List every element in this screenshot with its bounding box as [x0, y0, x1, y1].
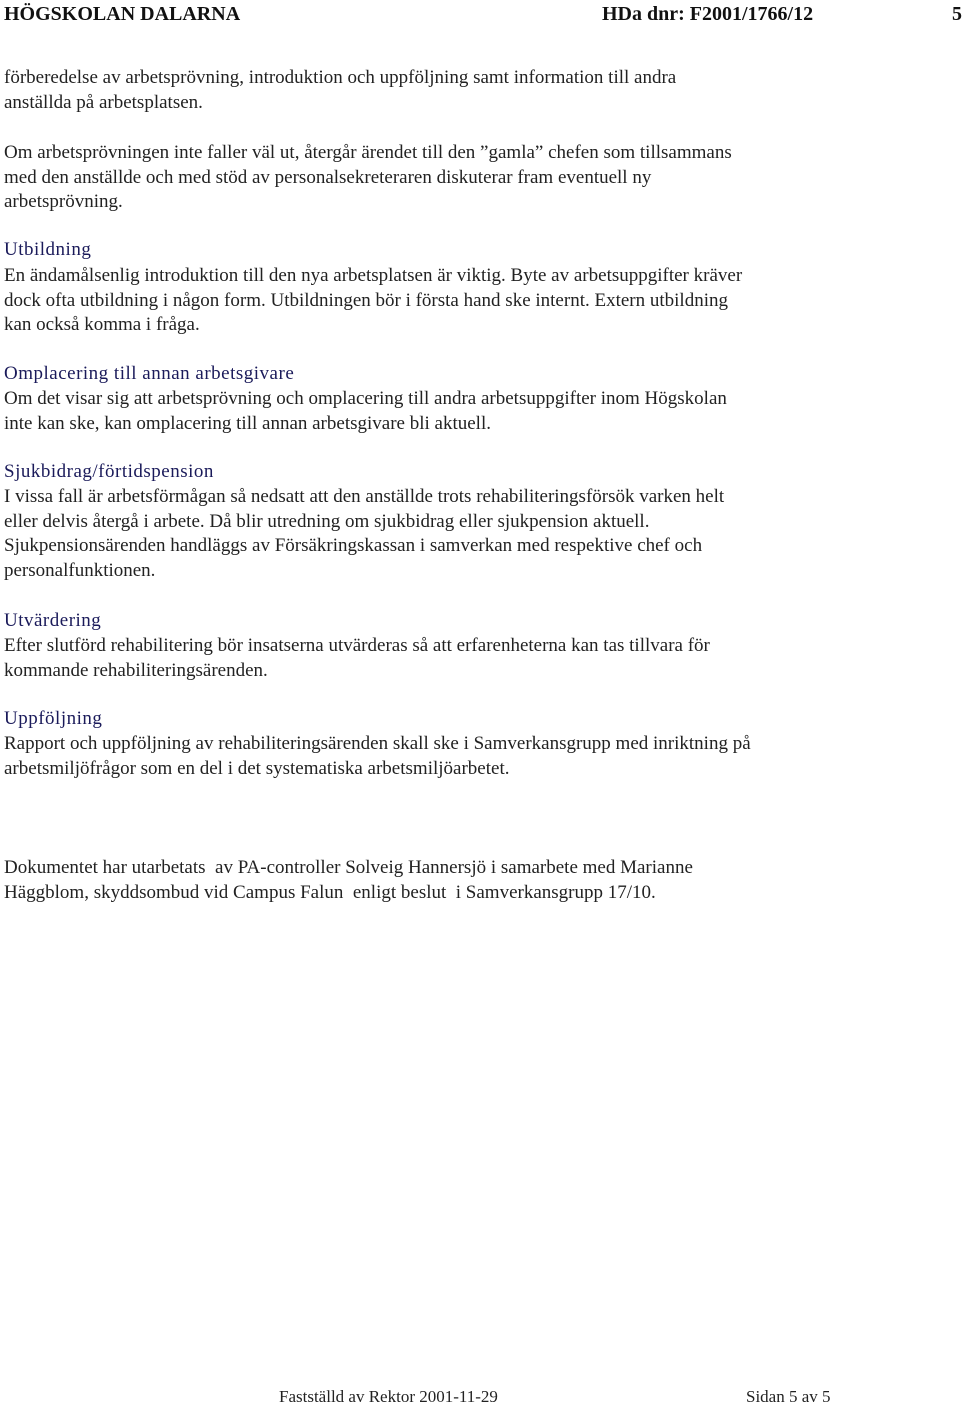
- section-body-utbildning: [4, 264, 742, 338]
- paragraph-line: I vissa fall är arbetsförmågan så nedsatt att den anställde trots rehabiliteringsförsök varken helt: [4, 486, 725, 507]
- closing-paragraph: [4, 856, 693, 905]
- paragraph-line: eller delvis återgå i arbete. Då blir utredning om sjukbidrag eller sjukpension aktuell.: [4, 510, 650, 532]
- paragraph-line: Efter slutförd rehabilitering bör insatserna utvärderas så att erfarenheterna kan tas tillvara för: [4, 635, 710, 656]
- return-case-paragraph: [4, 141, 732, 215]
- paragraph-line: kan också komma i fråga.: [4, 314, 200, 336]
- section-heading-sjukbidrag: Sjukbidrag/förtidspension: [4, 461, 214, 482]
- paragraph-line: personalfunktionen.: [4, 560, 156, 582]
- paragraph-line: kommande rehabiliteringsärenden.: [4, 659, 268, 681]
- section-heading-omplacering: Omplacering till annan arbetsgivare: [4, 363, 295, 384]
- document-number: HDa dnr: F2001/1766/12: [602, 3, 814, 25]
- footer-page-indicator: Sidan 5 av 5: [746, 1387, 831, 1406]
- section-body-sjukbidrag: [4, 485, 724, 584]
- paragraph-line: Om det visar sig att arbetsprövning och omplacering till andra arbetsuppgifter inom Högskolan: [4, 388, 727, 409]
- page-header: [0, 2, 960, 28]
- adoption-note: Fastställd av Rektor 2001-11-29: [279, 1387, 498, 1406]
- section-body-omplacering: [4, 387, 727, 436]
- paragraph-line: En ändamålsenlig introduktion till den nya arbetsplatsen är viktig. Byte av arbetsuppgifter kräver: [4, 265, 743, 286]
- paragraph-line: med den anställde och med stöd av personalsekreteraren diskuterar fram eventuell ny: [4, 166, 652, 188]
- section-body-utvardering: [4, 634, 710, 683]
- section-heading-utvardering: Utvärdering: [4, 610, 102, 631]
- header-page-number: 5: [952, 3, 962, 25]
- section-body-uppfoljning: [4, 732, 751, 781]
- paragraph-line: arbetsprövning.: [4, 191, 123, 213]
- paragraph-line: arbetsmiljöfrågor som en del i det systematiska arbetsmiljöarbetet.: [4, 757, 510, 779]
- organization-name: HÖGSKOLAN DALARNA: [4, 3, 241, 25]
- paragraph-line: dock ofta utbildning i någon form. Utbildningen bör i första hand ske internt. Extern utbildning: [4, 289, 728, 311]
- paragraph-line: Rapport och uppföljning av rehabiliteringsärenden skall ske i Samverkansgrupp med inriktning på: [4, 733, 751, 754]
- paragraph-line: inte kan ske, kan omplacering till annan arbetsgivare bli aktuell.: [4, 412, 491, 434]
- section-heading-uppfoljning: Uppföljning: [4, 708, 103, 729]
- paragraph-line: Sjukpensionsärenden handläggs av Försäkringskassan i samverkan med respektive chef och: [4, 535, 703, 557]
- intro-paragraph: [4, 66, 676, 115]
- section-heading-utbildning: Utbildning: [4, 239, 92, 260]
- paragraph-line: Häggblom, skyddsombud vid Campus Falun enligt beslut i Samverkansgrupp 17/10.: [4, 881, 656, 903]
- paragraph-line: Dokumentet har utarbetats av PA-controller Solveig Hannersjö i samarbete med Marianne: [4, 857, 693, 878]
- paragraph-line: förberedelse av arbetsprövning, introduktion och uppföljning samt information till andra: [4, 67, 677, 88]
- paragraph-line: anställda på arbetsplatsen.: [4, 91, 203, 113]
- paragraph-line: Om arbetsprövningen inte faller väl ut, återgår ärendet till den ”gamla” chefen som tillsammans: [4, 142, 732, 163]
